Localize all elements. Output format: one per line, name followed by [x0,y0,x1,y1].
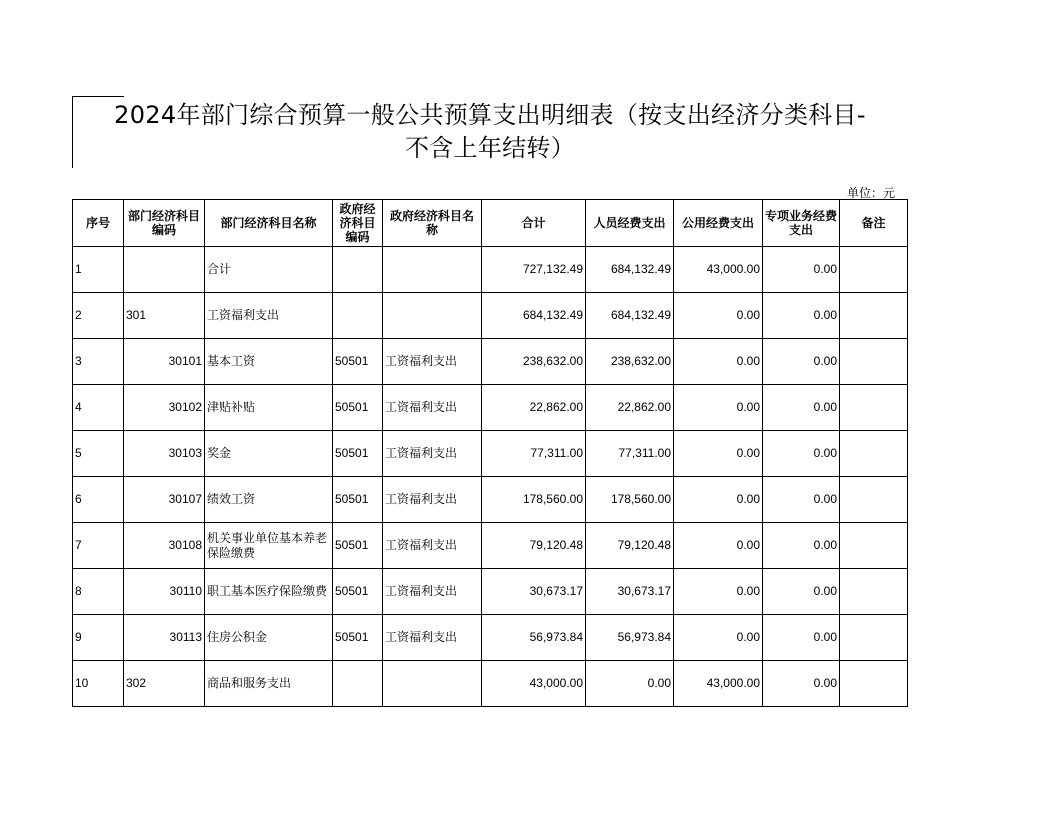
cell-dept-code: 30110 [124,569,205,615]
cell-remark [840,339,908,385]
cell-dept-code: 30113 [124,615,205,661]
cell-public: 0.00 [674,339,763,385]
cell-public: 43,000.00 [674,661,763,707]
cell-special: 0.00 [763,247,840,293]
cell-total: 238,632.00 [482,339,586,385]
table-row [73,569,908,615]
cell-special: 0.00 [763,293,840,339]
cell-special: 0.00 [763,569,840,615]
cell-public: 0.00 [674,431,763,477]
cell-dept-name: 职工基本医疗保险缴费 [205,569,333,615]
cell-personnel: 0.00 [586,661,674,707]
cell-gov-code [333,661,383,707]
cell-seq: 6 [73,477,124,523]
cell-total: 79,120.48 [482,523,586,569]
cell-dept-name: 住房公积金 [205,615,333,661]
cell-gov-name: 工资福利支出 [383,385,482,431]
cell-public: 0.00 [674,569,763,615]
cell-remark [840,523,908,569]
cell-special: 0.00 [763,615,840,661]
cell-dept-code: 30108 [124,523,205,569]
cell-special: 0.00 [763,431,840,477]
header-dept-name: 部门经济科目名称 [205,200,333,247]
cell-remark [840,293,908,339]
unit-label: 单位：元 [846,186,895,200]
cell-personnel: 79,120.48 [586,523,674,569]
cell-personnel: 238,632.00 [586,339,674,385]
table-row [73,385,908,431]
cell-special: 0.00 [763,339,840,385]
cell-dept-name: 合计 [205,247,333,293]
cell-personnel: 30,673.17 [586,569,674,615]
cell-public: 43,000.00 [674,247,763,293]
title-line-2: 不含上年结转） [404,134,576,162]
cell-gov-code: 50501 [333,385,383,431]
cell-dept-name: 工资福利支出 [205,293,333,339]
cell-public: 0.00 [674,523,763,569]
table-row [73,523,908,569]
cell-gov-code: 50501 [333,523,383,569]
header-special: 专项业务经费支出 [763,200,840,247]
cell-seq: 2 [73,293,124,339]
cell-personnel: 684,132.49 [586,293,674,339]
cell-remark [840,247,908,293]
cell-personnel: 178,560.00 [586,477,674,523]
cell-remark [840,385,908,431]
cell-public: 0.00 [674,615,763,661]
cell-total: 56,973.84 [482,615,586,661]
cell-personnel: 22,862.00 [586,385,674,431]
header-seq: 序号 [73,200,124,247]
cell-gov-code [333,247,383,293]
cell-dept-code: 301 [124,293,205,339]
table-row [73,661,908,707]
cell-dept-code: 30102 [124,385,205,431]
cell-seq: 9 [73,615,124,661]
cell-dept-name: 机关事业单位基本养老保险缴费 [205,523,333,569]
header-gov-name: 政府经济科目名称 [383,200,482,247]
cell-public: 0.00 [674,477,763,523]
cell-gov-name [383,661,482,707]
cell-seq: 5 [73,431,124,477]
cell-special: 0.00 [763,523,840,569]
header-dept-code: 部门经济科目编码 [124,200,205,247]
cell-gov-name [383,293,482,339]
cell-dept-code: 30101 [124,339,205,385]
cell-dept-name: 基本工资 [205,339,333,385]
header-personnel: 人员经费支出 [586,200,674,247]
cell-remark [840,477,908,523]
cell-dept-name: 奖金 [205,431,333,477]
cell-gov-code [333,293,383,339]
header-total: 合计 [482,200,586,247]
cell-remark [840,569,908,615]
cell-gov-code: 50501 [333,477,383,523]
cell-gov-name: 工资福利支出 [383,569,482,615]
cell-public: 0.00 [674,385,763,431]
cell-special: 0.00 [763,477,840,523]
cell-seq: 10 [73,661,124,707]
cell-total: 43,000.00 [482,661,586,707]
cell-total: 727,132.49 [482,247,586,293]
cell-gov-name: 工资福利支出 [383,615,482,661]
cell-remark [840,431,908,477]
cell-remark [840,661,908,707]
cell-public: 0.00 [674,293,763,339]
cell-dept-name: 绩效工资 [205,477,333,523]
cell-gov-name: 工资福利支出 [383,339,482,385]
cell-seq: 8 [73,569,124,615]
expenditure-table [72,199,908,707]
cell-total: 77,311.00 [482,431,586,477]
cell-dept-code: 30107 [124,477,205,523]
cell-total: 30,673.17 [482,569,586,615]
cell-seq: 4 [73,385,124,431]
cell-dept-code [124,247,205,293]
cell-remark [840,615,908,661]
cell-personnel: 56,973.84 [586,615,674,661]
cell-gov-name [383,247,482,293]
cell-dept-code: 30103 [124,431,205,477]
cell-gov-code: 50501 [333,431,383,477]
cell-seq: 7 [73,523,124,569]
cell-gov-name: 工资福利支出 [383,523,482,569]
cell-dept-name: 商品和服务支出 [205,661,333,707]
table-row [73,293,908,339]
table-header-row [73,200,908,247]
header-public: 公用经费支出 [674,200,763,247]
title-line-1: 2024年部门综合预算一般公共预算支出明细表（按支出经济分类科目- [114,101,866,129]
cell-total: 684,132.49 [482,293,586,339]
cell-seq: 1 [73,247,124,293]
cell-seq: 3 [73,339,124,385]
cell-gov-code: 50501 [333,615,383,661]
header-gov-code: 政府经济科目编码 [333,200,383,247]
cell-gov-name: 工资福利支出 [383,431,482,477]
cell-dept-code: 302 [124,661,205,707]
cell-gov-code: 50501 [333,339,383,385]
cell-special: 0.00 [763,385,840,431]
cell-personnel: 77,311.00 [586,431,674,477]
cell-gov-code: 50501 [333,569,383,615]
page-title [72,99,908,165]
cell-dept-name: 津贴补贴 [205,385,333,431]
table-row [73,615,908,661]
table-row [73,247,908,293]
cell-personnel: 684,132.49 [586,247,674,293]
table-row [73,477,908,523]
header-remark: 备注 [840,200,908,247]
cell-special: 0.00 [763,661,840,707]
corner-mark-horizontal [72,96,124,97]
cell-gov-name: 工资福利支出 [383,477,482,523]
cell-total: 178,560.00 [482,477,586,523]
table-row [73,339,908,385]
cell-total: 22,862.00 [482,385,586,431]
table-row [73,431,908,477]
